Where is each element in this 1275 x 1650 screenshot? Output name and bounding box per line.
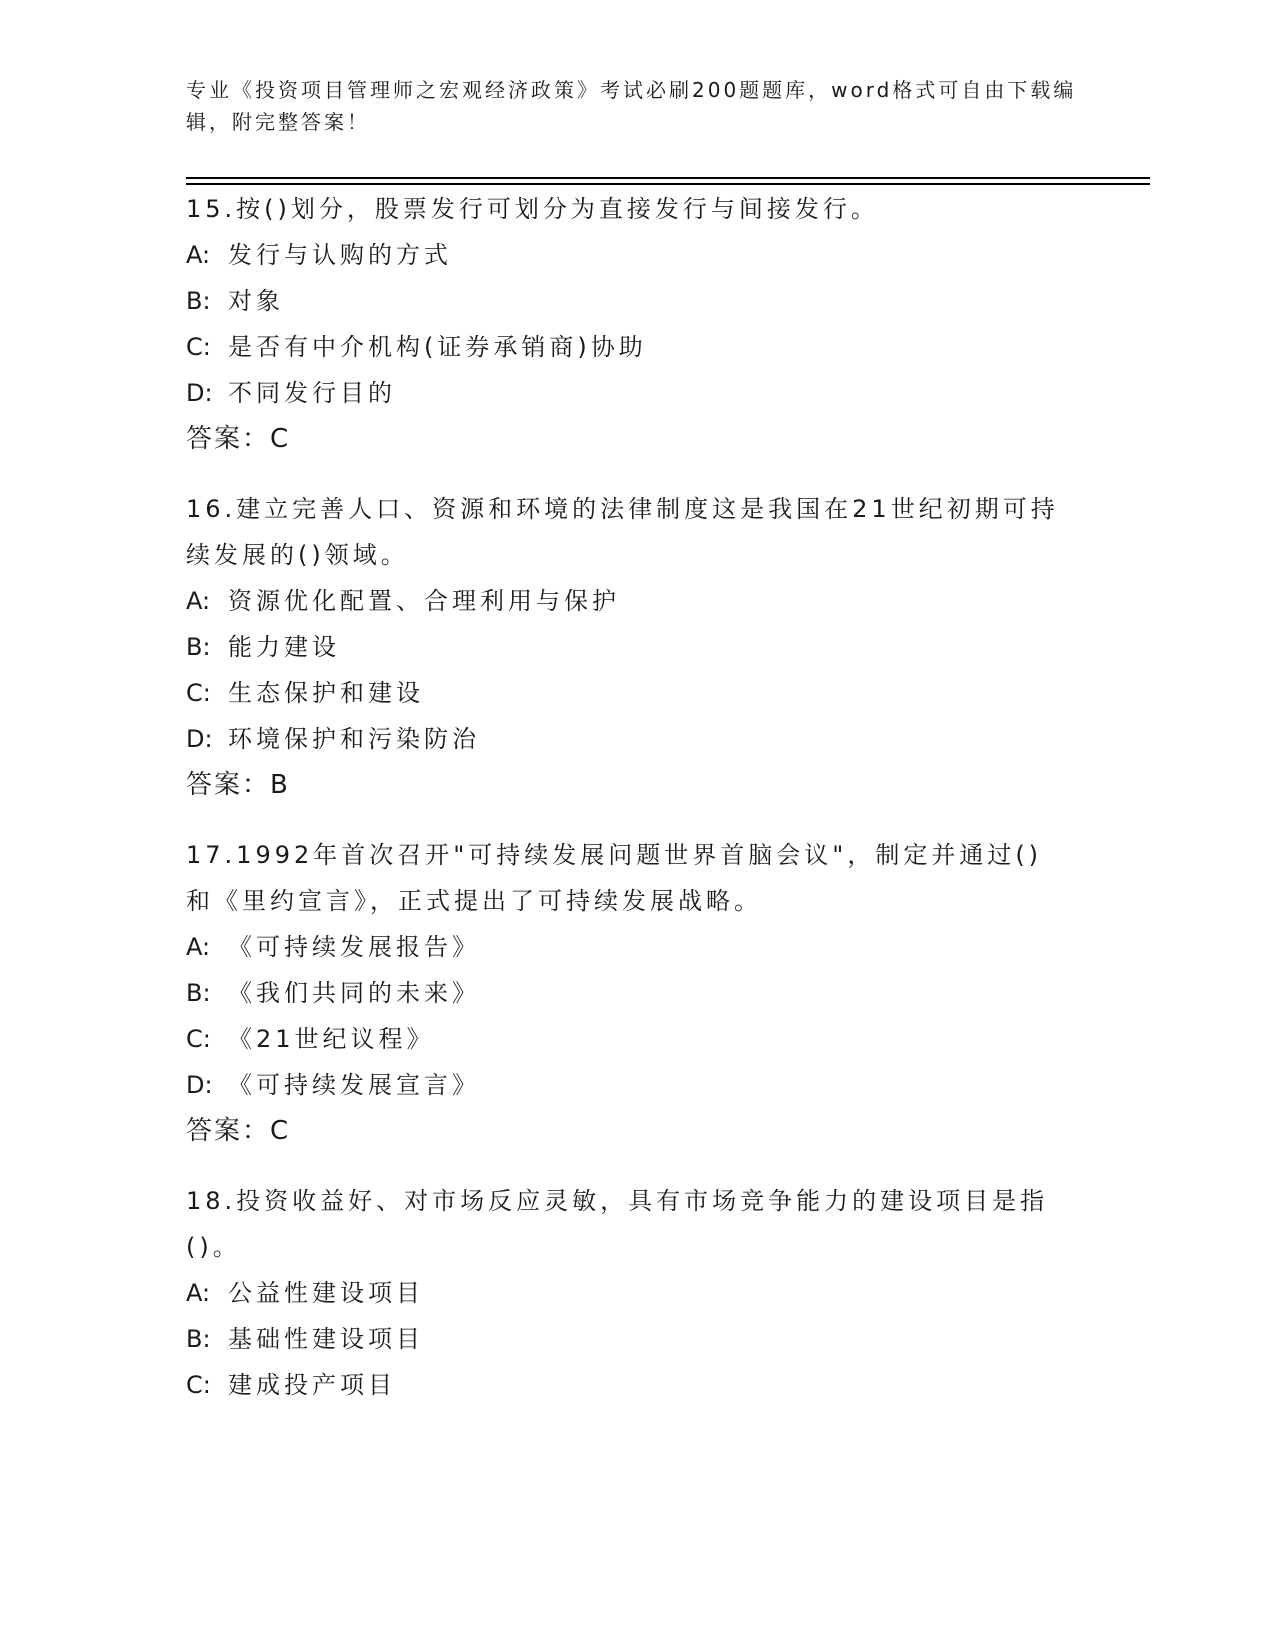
option-b (186, 970, 1086, 1016)
question-list (186, 186, 1086, 1432)
option-text: 《可持续发展宣言》 (228, 1071, 480, 1099)
option-a (186, 1270, 1086, 1316)
option-text: 生态保护和建设 (228, 679, 424, 707)
option-key: A: (186, 933, 211, 961)
answer-line: 答案：C (186, 1116, 291, 1146)
option-text: 能力建设 (228, 633, 340, 661)
option-d (186, 370, 1086, 416)
option-text: 建成投产项目 (228, 1371, 396, 1399)
option-c (186, 1362, 1086, 1408)
option-text: 对象 (228, 287, 284, 315)
option-key: C: (186, 333, 211, 361)
option-text: 《21世纪议程》 (228, 1025, 435, 1053)
option-c (186, 670, 1086, 716)
option-text: 资源优化配置、合理利用与保护 (228, 587, 620, 615)
question-stem: 15.按()划分，股票发行可划分为直接发行与间接发行。 (186, 195, 879, 223)
option-d (186, 1062, 1086, 1108)
option-key: B: (186, 1325, 211, 1353)
option-b (186, 1316, 1086, 1362)
option-c (186, 1016, 1086, 1062)
option-key: A: (186, 587, 211, 615)
option-text: 发行与认购的方式 (228, 241, 452, 269)
option-a (186, 578, 1086, 624)
option-key: C: (186, 1025, 211, 1053)
option-a (186, 924, 1086, 970)
answer-line: 答案：B (186, 770, 290, 800)
option-d (186, 716, 1086, 762)
option-a (186, 232, 1086, 278)
option-key: B: (186, 979, 211, 1007)
option-key: A: (186, 1279, 211, 1307)
question-18 (186, 1178, 1086, 1408)
document-header: 专业《投资项目管理师之宏观经济政策》考试必刷200题题库，word格式可自由下载编辑，附完整答案！ (186, 78, 1077, 134)
question-stem: 17.1992年首次召开"可持续发展问题世界首脑会议"，制定并通过()和《里约宣言》，正式提出了可持续发展战略。 (186, 841, 1043, 915)
option-text: 《可持续发展报告》 (228, 933, 480, 961)
header-divider-top (186, 177, 1150, 179)
option-c (186, 324, 1086, 370)
option-text: 基础性建设项目 (228, 1325, 424, 1353)
option-b (186, 624, 1086, 670)
option-key: B: (186, 633, 211, 661)
option-key: A: (186, 241, 211, 269)
option-text: 《我们共同的未来》 (228, 979, 480, 1007)
question-15 (186, 186, 1086, 462)
question-17 (186, 832, 1086, 1154)
option-key: C: (186, 679, 211, 707)
option-text: 公益性建设项目 (228, 1279, 424, 1307)
question-stem: 16.建立完善人口、资源和环境的法律制度这是我国在21世纪初期可持续发展的()领域。 (186, 495, 1059, 569)
header-divider-bottom (186, 183, 1150, 185)
option-key: D: (186, 379, 213, 407)
option-key: D: (186, 725, 213, 753)
option-key: B: (186, 287, 211, 315)
option-text: 是否有中介机构(证券承销商)协助 (228, 333, 647, 361)
option-b (186, 278, 1086, 324)
option-text: 环境保护和污染防治 (228, 725, 480, 753)
answer-line: 答案：C (186, 424, 291, 454)
question-16 (186, 486, 1086, 808)
option-text: 不同发行目的 (228, 379, 396, 407)
question-stem: 18.投资收益好、对市场反应灵敏，具有市场竞争能力的建设项目是指()。 (186, 1187, 1049, 1261)
option-key: D: (186, 1071, 213, 1099)
option-key: C: (186, 1371, 211, 1399)
